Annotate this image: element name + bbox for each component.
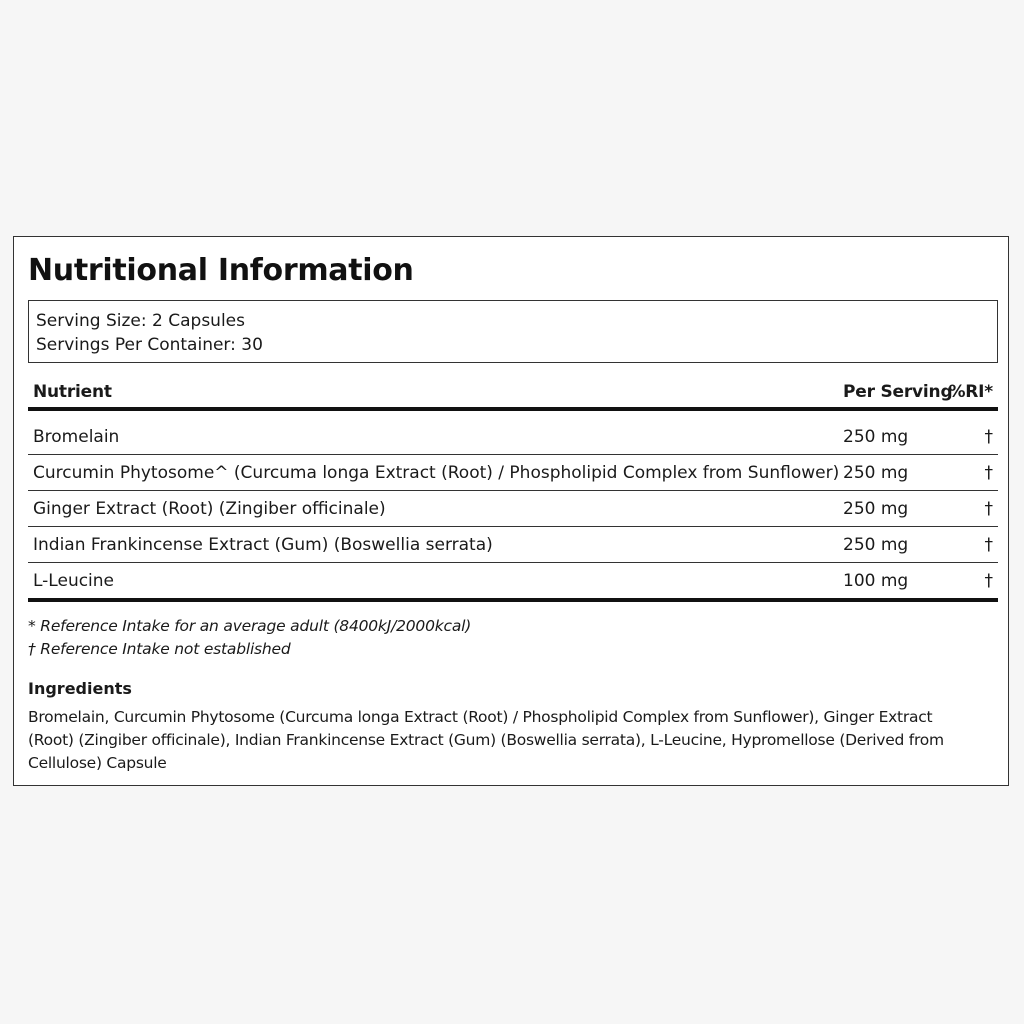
nutrition-panel — [13, 236, 1009, 786]
serving-info-box — [28, 300, 998, 363]
header-per-serving: Per Serving — [838, 377, 943, 409]
nutrient-amount: 250 mg — [838, 491, 943, 527]
nutrient-ri: † — [943, 563, 998, 601]
table-header-row — [28, 377, 998, 409]
nutrient-ri: † — [943, 455, 998, 491]
table-row — [28, 419, 998, 455]
footnotes — [28, 615, 471, 661]
table-row — [28, 563, 998, 601]
footnote-reference-intake: * Reference Intake for an average adult (8400kJ/2000kcal) — [28, 617, 472, 635]
nutrient-ri: † — [943, 527, 998, 563]
table-spacer — [28, 409, 998, 419]
table-row — [28, 455, 998, 491]
nutrient-name: Ginger Extract (Root) (Zingiber officinale) — [28, 491, 838, 527]
ingredients-text: Bromelain, Curcumin Phytosome (Curcuma longa Extract (Root) / Phospholipid Complex from Sunflower), Ginger Extract (Root) (Zingiber officinale), Indian Frankincense Extract (Gum) (Boswellia serrata), L-Leucine, Hypromellose (Derived from Cellulose) Capsule — [28, 708, 944, 772]
table-row — [28, 491, 998, 527]
nutrient-table — [28, 377, 998, 602]
nutrient-name: L-Leucine — [28, 563, 838, 601]
nutrient-ri: † — [943, 419, 998, 455]
serving-size: Serving Size: 2 Capsules — [36, 311, 245, 331]
nutrient-amount: 100 mg — [838, 563, 943, 601]
nutrient-name: Indian Frankincense Extract (Gum) (Boswellia serrata) — [28, 527, 838, 563]
nutrient-name: Curcumin Phytosome^ (Curcuma longa Extract (Root) / Phospholipid Complex from Sunflower) — [28, 455, 838, 491]
nutrient-name: Bromelain — [28, 419, 838, 455]
header-nutrient: Nutrient — [28, 377, 838, 409]
nutrient-amount: 250 mg — [838, 527, 943, 563]
table-row — [28, 527, 998, 563]
ingredients-heading: Ingredients — [28, 679, 132, 698]
nutrient-ri: † — [943, 491, 998, 527]
footnote-not-established: † Reference Intake not established — [28, 640, 291, 658]
header-ri: %RI* — [943, 377, 998, 409]
page-title: Nutritional Information — [28, 253, 414, 288]
nutrient-amount: 250 mg — [838, 455, 943, 491]
nutrient-amount: 250 mg — [838, 419, 943, 455]
servings-per-container: Servings Per Container: 30 — [36, 335, 263, 355]
